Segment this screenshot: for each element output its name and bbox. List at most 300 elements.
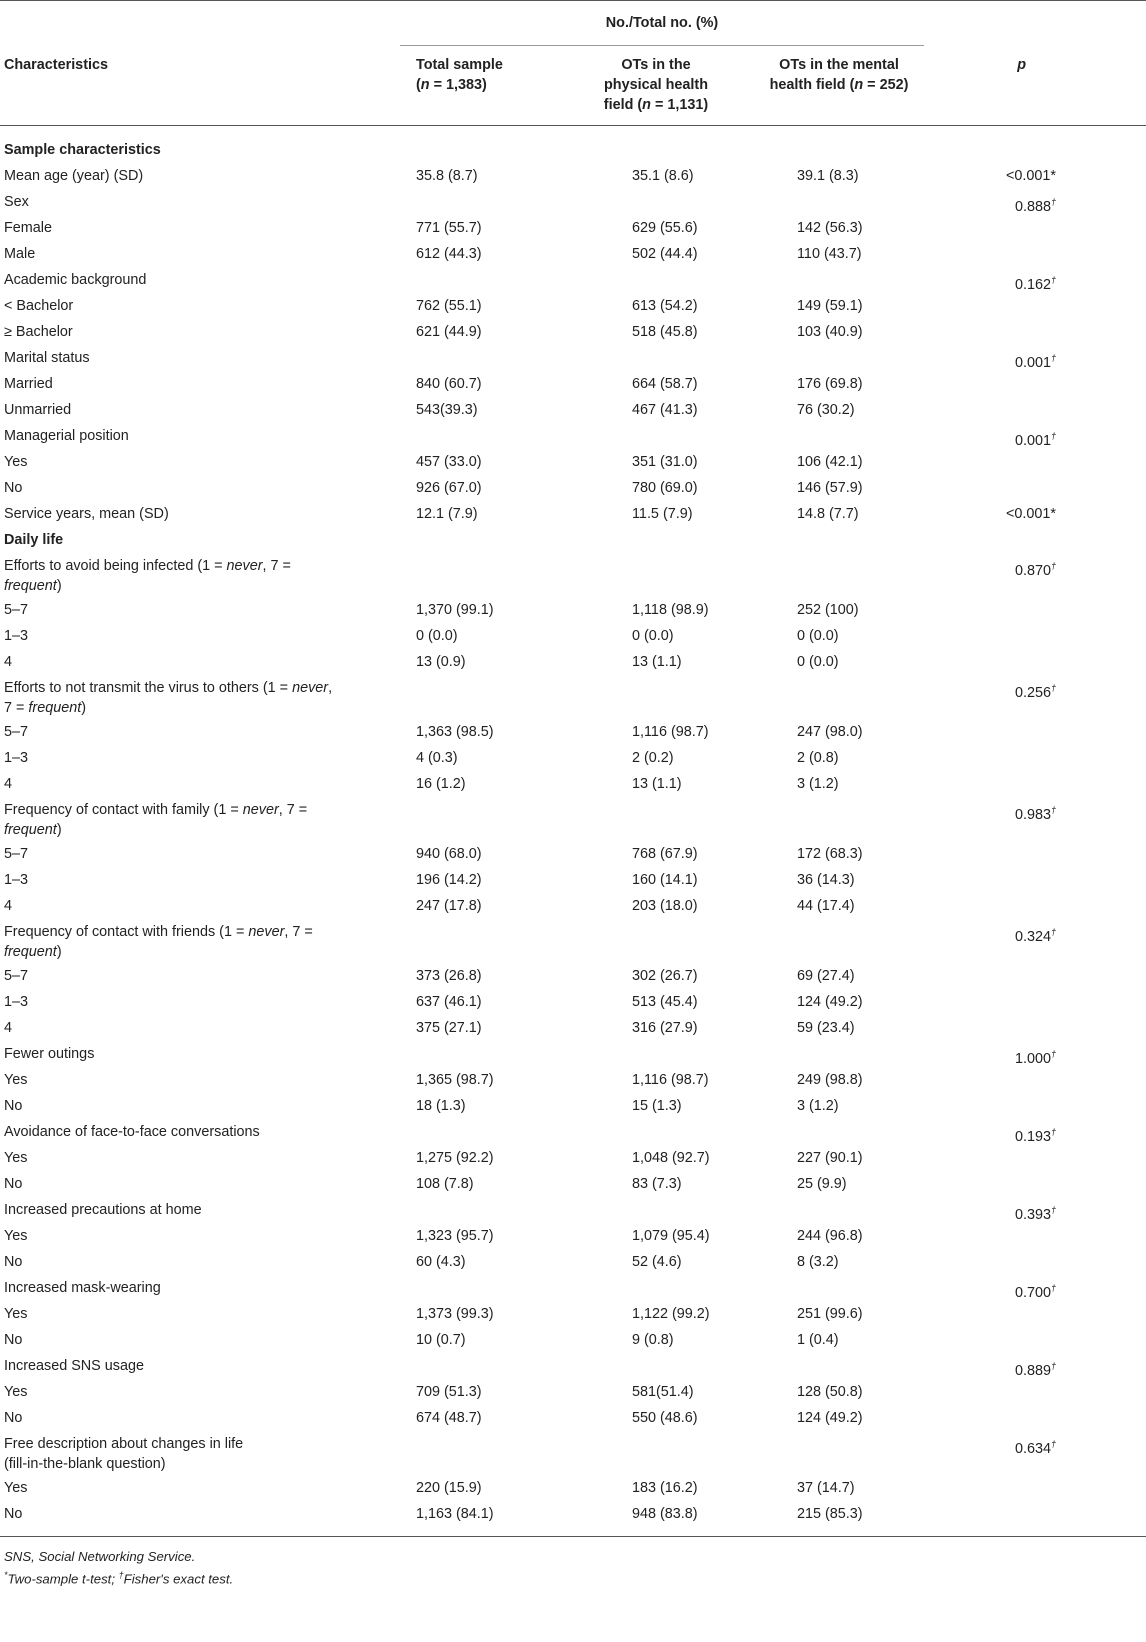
dagger-mark: † [1050, 1049, 1056, 1059]
mental-field-value: 69 (27.4) [797, 968, 855, 984]
row-label: 4 [4, 654, 13, 670]
mental-field-value: 59 (23.4) [797, 1020, 855, 1036]
p-value: <0.001* [1005, 168, 1056, 184]
row-label: No [4, 480, 23, 496]
total-sample-value: 762 (55.1) [416, 298, 482, 314]
p-value [936, 652, 1146, 678]
row-label: No [4, 1254, 23, 1270]
row-label: 5–7 [4, 602, 29, 618]
mental-field-value: 3 (1.2) [797, 1098, 839, 1114]
physical-field-value: 52 (4.6) [632, 1254, 682, 1270]
physical-field-value: 581(51.4) [632, 1384, 694, 1400]
row-label: ≥ Bachelor [4, 324, 73, 340]
row-label: Academic background [4, 272, 147, 288]
p-value [936, 1148, 1146, 1174]
mental-field-value: 25 (9.9) [797, 1176, 847, 1192]
row-label: 1–3 [4, 872, 29, 888]
mental-field-value: 37 (14.7) [797, 1480, 855, 1496]
physical-field-value: 0 (0.0) [632, 628, 674, 644]
mental-field-value [742, 1044, 936, 1070]
p-value [936, 896, 1146, 922]
physical-field-value: 1,048 (92.7) [632, 1150, 710, 1166]
p-value [936, 844, 1146, 870]
table-row [0, 1122, 1146, 1148]
span-label: No./Total no. (%) [605, 15, 719, 31]
p-value [936, 1226, 1146, 1252]
table-row [0, 556, 1146, 600]
total-sample-value [402, 1122, 570, 1148]
total-sample-value [402, 1356, 570, 1382]
row-label: Increased mask-wearing [4, 1280, 161, 1296]
row-label: Female [4, 220, 52, 236]
row-label: 1–3 [4, 628, 29, 644]
col-total: Total sample (n = 1,383) [416, 57, 503, 93]
total-sample-value: 247 (17.8) [416, 898, 482, 914]
total-sample-value: 373 (26.8) [416, 968, 482, 984]
mental-field-value: 2 (0.8) [797, 750, 839, 766]
dagger-mark: † [1050, 1283, 1056, 1293]
mental-field-value: 251 (99.6) [797, 1306, 863, 1322]
total-sample-value: 771 (55.7) [416, 220, 482, 236]
row-label: < Bachelor [4, 298, 74, 314]
row-label: Yes [4, 1150, 28, 1166]
row-label: Efforts to avoid being infected (1 = never, 7 = frequent) [4, 558, 291, 594]
table-row [0, 452, 1146, 478]
row-label: Yes [4, 454, 28, 470]
total-sample-value: 4 (0.3) [416, 750, 458, 766]
table-row [0, 992, 1146, 1018]
physical-field-value [570, 348, 742, 374]
row-label: Yes [4, 1480, 28, 1496]
physical-field-value [570, 1200, 742, 1226]
p-value [936, 600, 1146, 626]
row-label: Frequency of contact with friends (1 = never, 7 = frequent) [4, 924, 313, 960]
table-row [0, 1478, 1146, 1504]
total-sample-value [402, 348, 570, 374]
row-label: 4 [4, 1020, 13, 1036]
row-label: No [4, 1506, 23, 1522]
col-p: p [1017, 57, 1026, 73]
physical-field-value [570, 270, 742, 296]
table-row [0, 1174, 1146, 1200]
table-row [0, 600, 1146, 626]
total-sample-value: 375 (27.1) [416, 1020, 482, 1036]
physical-field-value: 183 (16.2) [632, 1480, 698, 1496]
dagger-mark: † [1050, 197, 1056, 207]
p-value: 0.193† [1014, 1127, 1056, 1145]
mental-field-value: 14.8 (7.7) [797, 506, 859, 522]
table-row [0, 1278, 1146, 1304]
total-sample-value [402, 426, 570, 452]
p-value [936, 1304, 1146, 1330]
physical-field-value: 351 (31.0) [632, 454, 698, 470]
mental-field-value: 44 (17.4) [797, 898, 855, 914]
col-mental: OTs in the mental health field (n = 252) [769, 57, 909, 93]
total-sample-value: 196 (14.2) [416, 872, 482, 888]
table-row [0, 1434, 1146, 1478]
mental-field-value: 146 (57.9) [797, 480, 863, 496]
table-row [0, 1408, 1146, 1434]
physical-field-value [570, 1122, 742, 1148]
row-label: 4 [4, 776, 13, 792]
physical-field-value: 768 (67.9) [632, 846, 698, 862]
dagger-mark: † [1050, 1127, 1056, 1137]
row-label: Sex [4, 194, 29, 210]
total-sample-value: 926 (67.0) [416, 480, 482, 496]
mental-field-value: 142 (56.3) [797, 220, 863, 236]
mental-field-value: 128 (50.8) [797, 1384, 863, 1400]
physical-field-value: 948 (83.8) [632, 1506, 698, 1522]
physical-field-value: 518 (45.8) [632, 324, 698, 340]
dagger-mark: † [1050, 561, 1056, 571]
table-row [0, 1018, 1146, 1044]
table-row [0, 374, 1146, 400]
physical-field-value: 502 (44.4) [632, 246, 698, 262]
dagger-mark: † [1050, 1205, 1056, 1215]
physical-field-value: 83 (7.3) [632, 1176, 682, 1192]
mental-field-value: 39.1 (8.3) [797, 168, 859, 184]
table-row [0, 166, 1146, 192]
mental-field-value: 76 (30.2) [797, 402, 855, 418]
mental-field-value [742, 1278, 936, 1304]
p-value: 0.700† [1014, 1283, 1056, 1301]
table-row [0, 192, 1146, 218]
mental-field-value: 103 (40.9) [797, 324, 863, 340]
total-sample-value: 0 (0.0) [416, 628, 458, 644]
total-sample-value: 1,373 (99.3) [416, 1306, 494, 1322]
mental-field-value: 244 (96.8) [797, 1228, 863, 1244]
total-sample-value: 12.1 (7.9) [416, 506, 478, 522]
physical-field-value [570, 1278, 742, 1304]
table-row [0, 296, 1146, 322]
physical-field-value: 9 (0.8) [632, 1332, 674, 1348]
row-label: 1–3 [4, 750, 29, 766]
p-value: 0.324† [1014, 927, 1056, 945]
mental-field-value [742, 1122, 936, 1148]
table-row [0, 322, 1146, 348]
physical-field-value: 2 (0.2) [632, 750, 674, 766]
row-label: Managerial position [4, 428, 129, 444]
table-row [0, 1096, 1146, 1122]
total-sample-value: 612 (44.3) [416, 246, 482, 262]
row-label: Married [4, 376, 53, 392]
row-label: No [4, 1332, 23, 1348]
dagger-mark: † [1050, 805, 1056, 815]
total-sample-value [402, 1044, 570, 1070]
total-sample-value: 1,363 (98.5) [416, 724, 494, 740]
row-label: 4 [4, 898, 13, 914]
table-row [0, 626, 1146, 652]
table-row [0, 504, 1146, 530]
p-value: 0.162† [1014, 275, 1056, 293]
total-sample-value: 543(39.3) [416, 402, 478, 418]
row-label: No [4, 1410, 23, 1426]
total-sample-value: 1,163 (84.1) [416, 1506, 494, 1522]
p-value: 0.634† [1014, 1439, 1056, 1457]
table-row [0, 400, 1146, 426]
total-sample-value: 10 (0.7) [416, 1332, 466, 1348]
mental-field-value [742, 1200, 936, 1226]
row-label: Increased precautions at home [4, 1202, 202, 1218]
physical-field-value: 11.5 (7.9) [632, 506, 693, 522]
p-value [936, 870, 1146, 896]
total-sample-value: 108 (7.8) [416, 1176, 474, 1192]
mental-field-value: 172 (68.3) [797, 846, 863, 862]
mental-field-value: 249 (98.8) [797, 1072, 863, 1088]
p-value: <0.001* [1005, 506, 1056, 522]
p-value: 0.888† [1014, 197, 1056, 215]
mental-field-value: 215 (85.3) [797, 1506, 863, 1522]
total-sample-value: 1,323 (95.7) [416, 1228, 494, 1244]
row-label: Efforts to not transmit the virus to others (1 = never, 7 = frequent) [4, 680, 333, 716]
p-value [936, 452, 1146, 478]
total-sample-value [402, 270, 570, 296]
table-row [0, 922, 1146, 966]
p-value [936, 966, 1146, 992]
p-value [936, 374, 1146, 400]
p-value [936, 992, 1146, 1018]
row-label: Frequency of contact with family (1 = never, 7 = frequent) [4, 802, 308, 838]
physical-field-value: 35.1 (8.6) [632, 168, 694, 184]
p-value [936, 478, 1146, 504]
mental-field-value: 8 (3.2) [797, 1254, 839, 1270]
table-row [0, 1330, 1146, 1356]
mental-field-value: 1 (0.4) [797, 1332, 839, 1348]
row-label: Yes [4, 1384, 28, 1400]
total-sample-value: 1,275 (92.2) [416, 1150, 494, 1166]
p-value [936, 774, 1146, 800]
table-row [0, 1044, 1146, 1070]
total-sample-value: 637 (46.1) [416, 994, 482, 1010]
physical-field-value [570, 1044, 742, 1070]
row-label: 5–7 [4, 846, 29, 862]
p-value: 0.001† [1014, 431, 1056, 449]
physical-field-value: 613 (54.2) [632, 298, 698, 314]
total-sample-value: 1,370 (99.1) [416, 602, 494, 618]
row-label: 1–3 [4, 994, 29, 1010]
mental-field-value [742, 192, 936, 218]
row-label: Male [4, 246, 36, 262]
total-sample-value: 18 (1.3) [416, 1098, 466, 1114]
physical-field-value: 1,116 (98.7) [632, 1072, 709, 1088]
row-label: No [4, 1176, 23, 1192]
dagger-mark: † [1050, 275, 1056, 285]
physical-field-value: 13 (1.1) [632, 776, 682, 792]
p-value: 0.983† [1014, 805, 1056, 823]
table-row [0, 678, 1146, 722]
p-value: 0.256† [1014, 683, 1056, 701]
physical-field-value: 1,079 (95.4) [632, 1228, 710, 1244]
p-value [936, 296, 1146, 322]
table-footnotes [0, 1537, 1146, 1588]
p-value [936, 1408, 1146, 1434]
mental-field-value: 176 (69.8) [797, 376, 863, 392]
row-label: Service years, mean (SD) [4, 506, 169, 522]
table-body [0, 126, 1146, 1531]
mental-field-value: 106 (42.1) [797, 454, 863, 470]
dagger-mark: † [1050, 1439, 1056, 1449]
p-value [936, 1478, 1146, 1504]
footnote-tests: *Two-sample t-test; †Fisher's exact test. [4, 1570, 234, 1587]
mental-field-value: 124 (49.2) [797, 994, 863, 1010]
p-value: 0.393† [1014, 1205, 1056, 1223]
table-row [0, 1356, 1146, 1382]
row-label: Fewer outings [4, 1046, 95, 1062]
total-sample-value: 840 (60.7) [416, 376, 482, 392]
total-sample-value: 220 (15.9) [416, 1480, 482, 1496]
mental-field-value [742, 1356, 936, 1382]
span-header [402, 1, 936, 46]
total-sample-value: 457 (33.0) [416, 454, 482, 470]
total-sample-value: 1,365 (98.7) [416, 1072, 494, 1088]
physical-field-value: 13 (1.1) [632, 654, 682, 670]
table-row [0, 1148, 1146, 1174]
physical-field-value: 1,122 (99.2) [632, 1306, 710, 1322]
physical-field-value: 203 (18.0) [632, 898, 698, 914]
table-row [0, 800, 1146, 844]
table-row [0, 426, 1146, 452]
total-sample-value: 13 (0.9) [416, 654, 466, 670]
mental-field-value: 110 (43.7) [797, 246, 862, 262]
table-row [0, 844, 1146, 870]
table-row [0, 896, 1146, 922]
table-row [0, 722, 1146, 748]
table-row [0, 1382, 1146, 1408]
mental-field-value: 124 (49.2) [797, 1410, 863, 1426]
table-row [0, 1304, 1146, 1330]
table-row [0, 348, 1146, 374]
p-value [936, 1096, 1146, 1122]
physical-field-value [570, 192, 742, 218]
p-value [936, 1330, 1146, 1356]
mental-field-value: 36 (14.3) [797, 872, 855, 888]
table-row [0, 652, 1146, 678]
footnote-abbrev: SNS, Social Networking Service. [4, 1549, 196, 1564]
mental-field-value: 247 (98.0) [797, 724, 863, 740]
mental-field-value: 0 (0.0) [797, 654, 839, 670]
p-value [936, 1018, 1146, 1044]
total-sample-value: 35.8 (8.7) [416, 168, 478, 184]
mental-field-value [742, 270, 936, 296]
p-value [936, 1504, 1146, 1530]
table-row [0, 870, 1146, 896]
table-row [0, 1226, 1146, 1252]
p-value [936, 1070, 1146, 1096]
table-row [0, 270, 1146, 296]
table-row [0, 1504, 1146, 1530]
p-value [936, 1174, 1146, 1200]
p-value [936, 322, 1146, 348]
table-row [0, 774, 1146, 800]
physical-field-value: 629 (55.6) [632, 220, 698, 236]
physical-field-value: 1,116 (98.7) [632, 724, 709, 740]
table-head [0, 1, 1146, 126]
row-label: Free description about changes in life (fill-in-the-blank question) [4, 1436, 244, 1472]
physical-field-value: 467 (41.3) [632, 402, 698, 418]
row-label: Mean age (year) (SD) [4, 168, 144, 184]
dagger-mark: † [1050, 431, 1056, 441]
row-label: Unmarried [4, 402, 72, 418]
p-value: 0.001† [1014, 353, 1056, 371]
col-characteristics: Characteristics [4, 57, 108, 73]
row-label: No [4, 1098, 23, 1114]
section-row: Sample characteristics [4, 142, 161, 158]
dagger-mark: † [1050, 927, 1056, 937]
p-value [936, 1252, 1146, 1278]
mental-field-value: 227 (90.1) [797, 1150, 863, 1166]
table-row [0, 748, 1146, 774]
physical-field-value: 15 (1.3) [632, 1098, 682, 1114]
p-value: 0.870† [1014, 561, 1056, 579]
physical-field-value: 160 (14.1) [632, 872, 698, 888]
physical-field-value: 513 (45.4) [632, 994, 698, 1010]
physical-field-value: 302 (26.7) [632, 968, 698, 984]
p-value: 0.889† [1014, 1361, 1056, 1379]
total-sample-value: 16 (1.2) [416, 776, 466, 792]
row-label: Increased SNS usage [4, 1358, 144, 1374]
dagger-mark: † [1050, 683, 1056, 693]
total-sample-value: 709 (51.3) [416, 1384, 482, 1400]
section-row: Daily life [4, 532, 64, 548]
row-label: Marital status [4, 350, 90, 366]
mental-field-value: 252 (100) [797, 602, 859, 618]
col-physical: OTs in the physical health field (n = 1,131) [603, 57, 709, 113]
table-row [0, 1200, 1146, 1226]
table-row [0, 478, 1146, 504]
total-sample-value [402, 192, 570, 218]
p-value [936, 1382, 1146, 1408]
physical-field-value: 316 (27.9) [632, 1020, 698, 1036]
physical-field-value: 664 (58.7) [632, 376, 698, 392]
p-value [936, 748, 1146, 774]
total-sample-value: 940 (68.0) [416, 846, 482, 862]
table-row [0, 1070, 1146, 1096]
total-sample-value [402, 1200, 570, 1226]
p-value: 1.000† [1014, 1049, 1056, 1067]
p-value [936, 244, 1146, 270]
table-row [0, 218, 1146, 244]
p-value [936, 722, 1146, 748]
row-label: 5–7 [4, 724, 29, 740]
row-label: Yes [4, 1072, 28, 1088]
physical-field-value: 550 (48.6) [632, 1410, 698, 1426]
p-value [936, 218, 1146, 244]
row-label: Avoidance of face-to-face conversations [4, 1124, 260, 1140]
physical-field-value: 1,118 (98.9) [632, 602, 709, 618]
physical-field-value [570, 1356, 742, 1382]
table-row [0, 244, 1146, 270]
mental-field-value: 3 (1.2) [797, 776, 839, 792]
total-sample-value [402, 1278, 570, 1304]
table-row [0, 966, 1146, 992]
p-value [936, 626, 1146, 652]
mental-field-value [742, 426, 936, 452]
physical-field-value: 780 (69.0) [632, 480, 698, 496]
mental-field-value: 149 (59.1) [797, 298, 863, 314]
row-label: Yes [4, 1306, 28, 1322]
table-row [0, 1252, 1146, 1278]
total-sample-value: 621 (44.9) [416, 324, 482, 340]
dagger-mark: † [1050, 353, 1056, 363]
row-label: Yes [4, 1228, 28, 1244]
physical-field-value [570, 426, 742, 452]
mental-field-value [742, 348, 936, 374]
dagger-mark: † [1050, 1361, 1056, 1371]
row-label: 5–7 [4, 968, 29, 984]
p-value [936, 400, 1146, 426]
mental-field-value: 0 (0.0) [797, 628, 839, 644]
total-sample-value: 60 (4.3) [416, 1254, 466, 1270]
